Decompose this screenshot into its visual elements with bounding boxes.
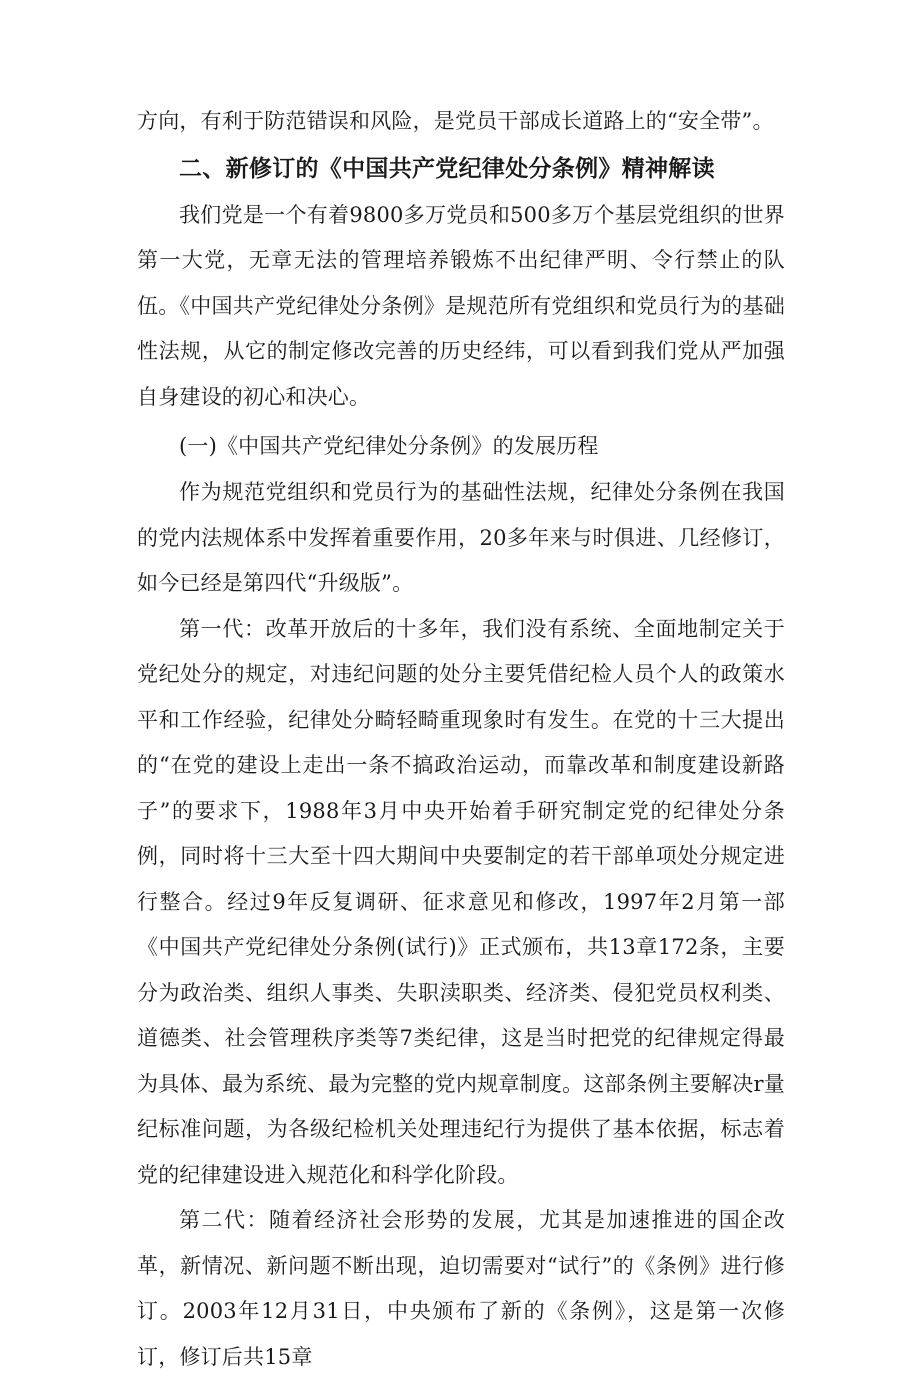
- paragraph-intro: 我们党是一个有着9800多万党员和500多万个基层党组织的世界第一大党，无章无法的管理培养锻炼不出纪律严明、令行禁止的队伍。《中国共产党纪律处分条例》是规范所有党组织和党员行为的基础性法规，从它的制定修改完善的历史经纬，可以看到我们党从严加强自身建设的初心和决心。: [137, 202, 785, 409]
- subsection-heading: (一)《中国共产党纪律处分条例》的发展历程: [179, 434, 599, 458]
- section-heading: 二、新修订的《中国共产党纪律处分条例》精神解读: [179, 155, 715, 182]
- paragraph-second-generation: 第二代：随着经济社会形势的发展，尤其是加速推进的国企改革，新情况、新问题不断出现，迫切需要对“试行”的《条例》进行修订。2003年12月31日，中央颁布了新的《条例》，这是第一次修订，修订后共15章: [137, 1208, 785, 1369]
- paragraph-continued: 方向，有利于防范错误和风险，是党员干部成长道路上的“安全带”。: [137, 109, 774, 133]
- paragraph-first-generation: 第一代：改革开放后的十多年，我们没有系统、全面地制定关于党纪处分的规定，对违纪问题的处分主要凭借纪检人员个人的政策水平和工作经验，纪律处分畸轻畸重现象时有发生。在党的十三大提出的“在党的建设上走出一条不搞政治运动，而靠改革和制度建设新路子”的要求下，1988年3月中央开始着手研究制定党的纪律处分条例，同时将十三大至十四大期间中央要制定的若干部单项处分规定进行整合。经过9年反复调研、征求意见和修改，1997年2月第一部《中国共产党纪律处分条例(试行)》正式颁布，共13章172条，主要分为政治类、组织人事类、失职渎职类、经济类、侵犯党员权利类、道德类、社会管理秩序类等7类纪律，这是当时把党的纪律规定得最为具体、最为系统、最为完整的党内规章制度。这部条例主要解决r量纪标准问题，为各级纪检机关处理违纪行为提供了基本依据，标志着党的纪律建设进入规范化和科学化阶段。: [137, 616, 785, 1187]
- paragraph-overview: 作为规范党组织和党员行为的基础性法规，纪律处分条例在我国的党内法规体系中发挥着重要作用，20多年来与时俱进、几经修订，如今已经是第四代“升级版”。: [137, 480, 785, 595]
- document-body: [137, 99, 785, 1380]
